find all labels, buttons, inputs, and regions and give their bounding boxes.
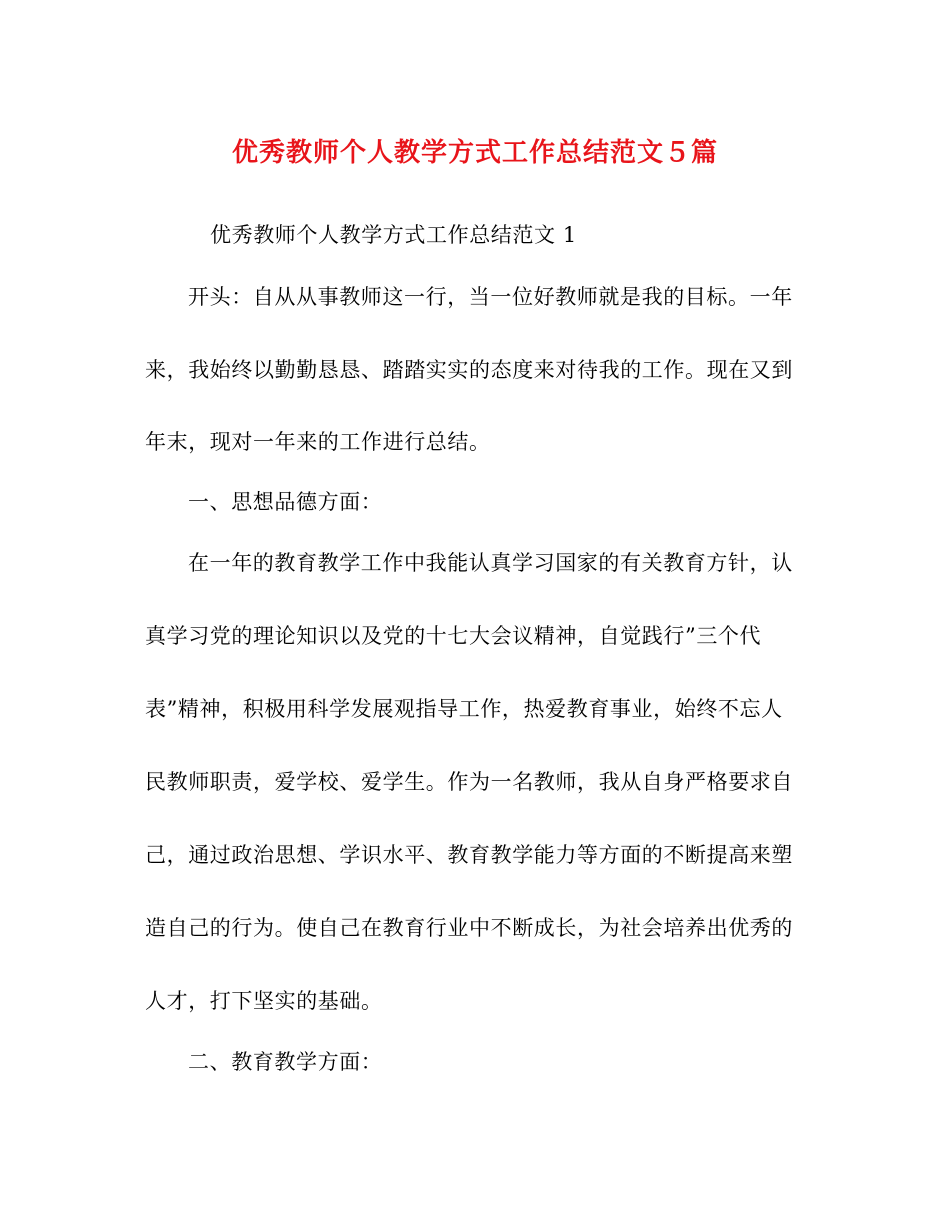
paragraph-line: 开头：自从从事教师这一行，当一位好教师就是我的目标。一年 — [188, 285, 793, 309]
paragraph-line: 表”精神，积极用科学发展观指导工作，热爱教育事业，始终不忘人 — [145, 697, 783, 721]
paragraph-line: 民教师职责，爱学校、爱学生。作为一名教师，我从自身严格要求自 — [145, 770, 793, 794]
paragraph-line: 来，我始终以勤勤恳恳、踏踏实实的态度来对待我的工作。现在又到 — [145, 358, 793, 382]
paragraph-line: 造自己的行为。使自己在教育行业中不断成长，为社会培养出优秀的 — [145, 916, 793, 940]
subsection-heading: 二、教育教学方面： — [188, 1050, 383, 1074]
section-heading: 优秀教师个人教学方式工作总结范文 1 — [210, 223, 577, 247]
document-title: 优秀教师个人教学方式工作总结范文５篇 — [231, 138, 718, 168]
paragraph-line: 在一年的教育教学工作中我能认真学习国家的有关教育方针，认 — [188, 551, 793, 575]
paragraph-line: 人才，打下坚实的基础。 — [145, 989, 383, 1013]
paragraph-line: 真学习党的理论知识以及党的十七大会议精神，自觉践行”三个代 — [145, 624, 762, 648]
paragraph-line: 年末，现对一年来的工作进行总结。 — [145, 430, 491, 454]
paragraph-line: 己，通过政治思想、学识水平、教育教学能力等方面的不断提高来塑 — [145, 843, 793, 867]
subsection-heading: 一、思想品德方面： — [188, 490, 383, 514]
